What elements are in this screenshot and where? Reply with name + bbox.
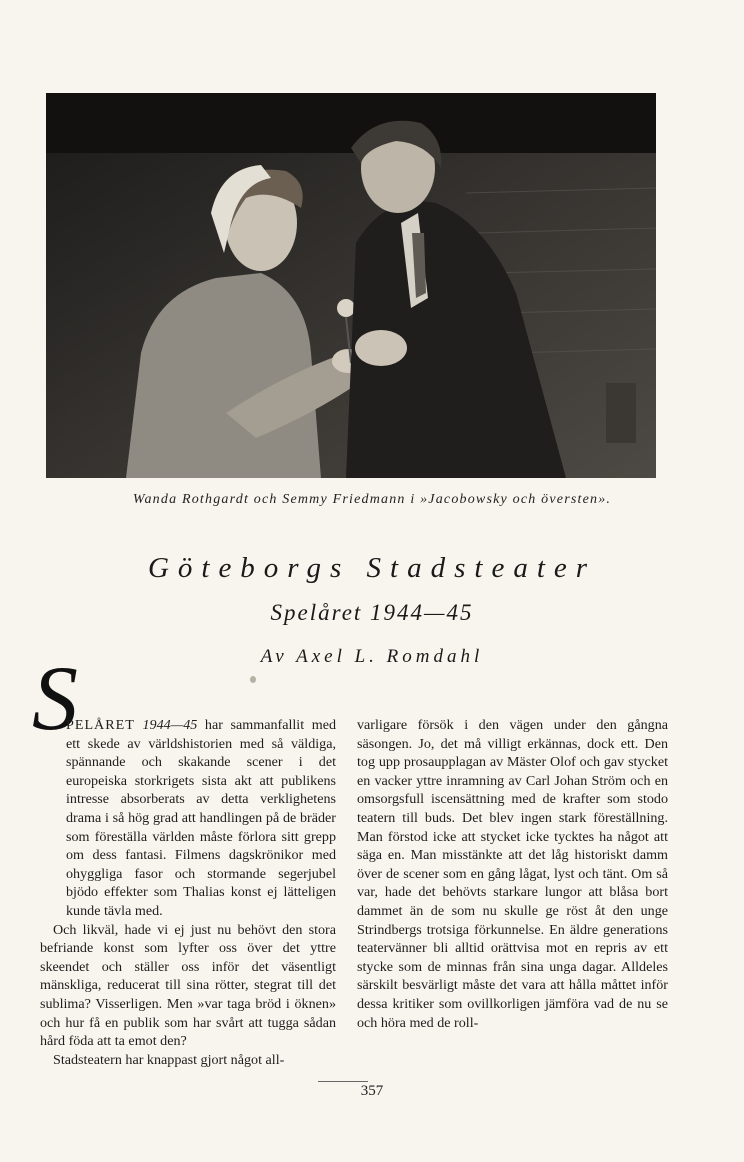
article-title: Göteborgs Stadsteater: [147, 552, 597, 584]
page-number: 357: [360, 1083, 384, 1099]
photo-caption: Wanda Rothgardt och Semmy Friedmann i »Jacobowsky och översten».: [132, 492, 612, 507]
first-paragraph-text: har sammanfallit med ett skede av världshistorien med så väldiga, spännande och skakande scener i det europeiska storkrigets sista akt att publikens intresse absorberats av detta verklighetens drama i så hög grad att handlingen på de bräder som föreställa världen måste förlora sitt grepp om dess fantasi. Filmens dagskrönikor med ohyggliga fasor och stormande segerjubel bjödo effekter som Thalias konst ej lätteligen kunde tävla med.: [66, 717, 336, 919]
ornament-dot: [250, 676, 256, 683]
stage-photo: [46, 93, 656, 478]
second-paragraph: Och likväl, hade vi ej just nu behövt den stora befriande konst som lyfter oss över det yttre skeendet och ställer oss inför det väsentligt mänskliga, reducerat till sina rötter, stegrat till det sublima? Visserligen. Men »var taga bröd i öknen» och hur få en publik som har svårt att tugga sådan hård föda att ta emot den?: [40, 921, 336, 1050]
right-paragraph: varligare försök i den vägen under den gångna säsongen. Jo, det må villigt erkännas, dock ett. Den tog upp prosaupplagan av Mäster Olof och gav stycket en vacker yttre inramning av Carl Johan Ström och en omsorgsfull iscensättning med de krafter som stodo teatern till buds. Det blev ingen stark föreställning. Man förstod icke att stycket icke tycktes ha något att säga en. Man misstänkte att det låg historiskt damm över de scener som en gång lågat, lyst och tänt. Om så var, hade det behövts starkare lungor att blåsa bort dammet än de som nu skulle ge röst åt den unge Strindbergs trotsiga förkunnelse. En äldre generations teatervänner bli alltid orättvisa mot en repris av ett stycke som de minnas från sina unga dagar. Alldeles särskilt besvärligt måste det vara att hålla måttet inför dessa kritiker som ovillkorligen jämföra vad de nu se och höra med de roll-: [357, 717, 668, 1031]
article-byline: Av Axel L. Romdahl: [260, 646, 484, 667]
drop-cap: S: [32, 647, 78, 749]
left-column: [40, 716, 336, 1069]
lead-word: PELÅRET: [66, 717, 135, 733]
page-rule: [318, 1081, 368, 1082]
article-subtitle: Spelåret 1944—45: [270, 600, 474, 625]
right-column: [357, 716, 668, 1032]
stage-photo-icon: [46, 93, 656, 478]
lead-year: 1944—45: [142, 717, 198, 733]
first-paragraph: [40, 716, 336, 921]
third-paragraph: Stadsteatern har knappast gjort något all-: [53, 1051, 285, 1068]
